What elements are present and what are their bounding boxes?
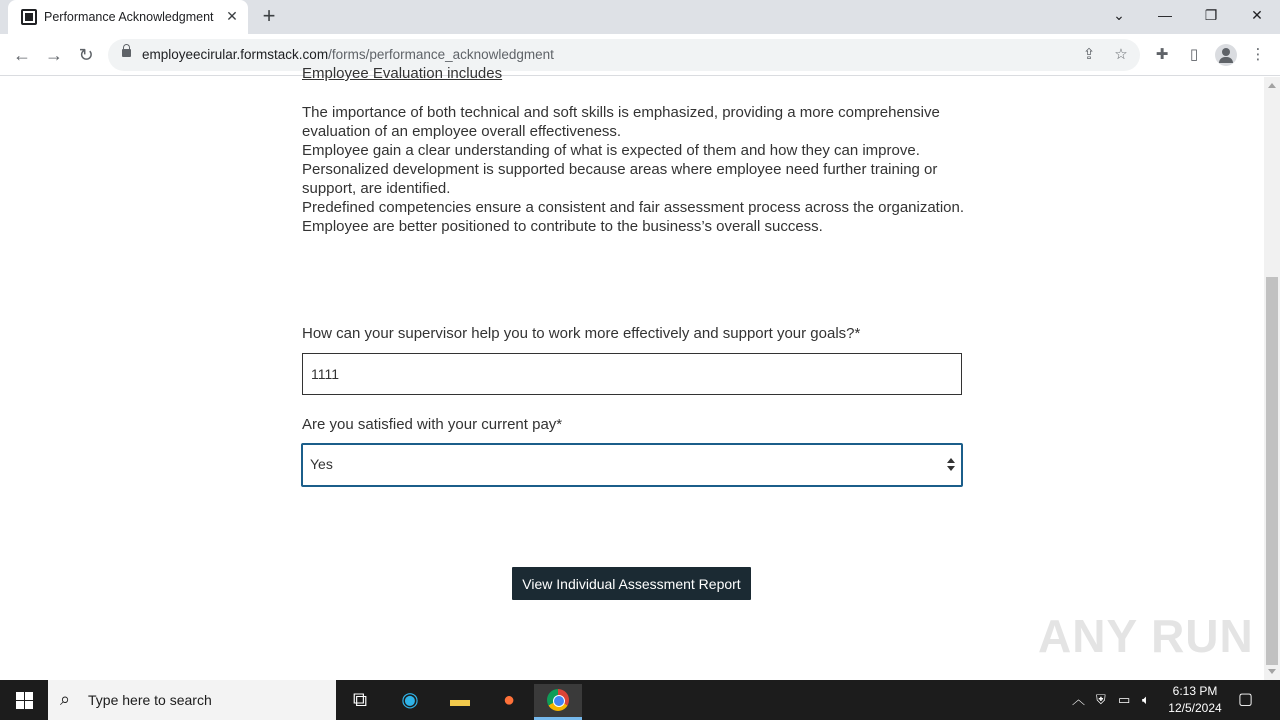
description-line: The importance of both technical and soft skills is emphasized, providing a more comprehensive evaluation of an employee overall effectiveness.	[302, 104, 940, 140]
scrollbar-thumb[interactable]	[1266, 277, 1278, 665]
anyrun-watermark: ANY RUN	[1038, 610, 1254, 662]
close-tab-icon[interactable]: ✕	[226, 8, 238, 24]
url-text: employeecirular.formstack.com/forms/performance_acknowledgment	[142, 47, 554, 62]
volume-icon[interactable]: 🔈︎	[1142, 692, 1150, 707]
edge-icon[interactable]: ◉	[401, 689, 419, 711]
browser-tab[interactable]	[8, 0, 248, 34]
scroll-up-arrow-icon[interactable]	[1268, 83, 1276, 88]
evaluation-description	[302, 103, 982, 236]
clock-date: 12/5/2024	[1168, 701, 1222, 715]
clock-time: 6:13 PM	[1172, 684, 1218, 698]
defender-icon[interactable]: ⛨	[1096, 692, 1106, 707]
notifications-icon[interactable]: ▢	[1238, 691, 1254, 708]
restore-button[interactable]: ❐	[1204, 7, 1218, 23]
description-line: Employee are better positioned to contribute to the business’s overall success.	[302, 218, 823, 235]
tab-title: Performance Acknowledgment	[44, 10, 214, 24]
tab-search-icon[interactable]: ⌄	[1113, 7, 1125, 23]
lock-icon[interactable]	[122, 49, 131, 57]
search-placeholder: Type here to search	[88, 692, 212, 708]
back-button[interactable]: ←	[13, 45, 31, 65]
description-line: Personalized development is supported because areas where employee need further training or support, are identified.	[302, 161, 938, 197]
supervisor-help-label: How can your supervisor help you to work more effectively and support your goals?*	[302, 325, 861, 342]
share-icon[interactable]: ⇪	[1082, 46, 1096, 63]
file-explorer-icon[interactable]: ▬	[450, 689, 470, 711]
new-tab-button[interactable]: +	[262, 3, 276, 28]
reload-button[interactable]: ↻	[78, 45, 94, 65]
bookmark-star-icon[interactable]: ☆	[1114, 46, 1128, 63]
address-bar[interactable]	[108, 39, 1140, 71]
windows-logo-pane	[16, 701, 24, 709]
pay-satisfaction-label: Are you satisfied with your current pay*	[302, 416, 563, 433]
select-value: Yes	[310, 456, 333, 472]
side-panel-icon[interactable]: ▯	[1189, 46, 1199, 63]
description-line: Predefined competencies ensure a consistent and fair assessment process across the organization.	[302, 199, 965, 216]
firefox-icon[interactable]: ●	[502, 689, 516, 711]
page-viewport	[0, 65, 1264, 680]
view-report-button[interactable]: View Individual Assessment Report	[512, 567, 751, 600]
profile-avatar-icon[interactable]	[1215, 44, 1237, 66]
windows-logo-icon	[16, 692, 24, 700]
minimize-button[interactable]: —	[1158, 7, 1172, 23]
forward-button[interactable]: →	[45, 45, 63, 65]
system-clock[interactable]	[1166, 683, 1224, 717]
tab-strip	[0, 0, 1280, 34]
chrome-icon	[547, 689, 569, 711]
windows-logo-pane	[25, 692, 33, 700]
windows-logo-pane	[25, 701, 33, 709]
start-button[interactable]	[0, 680, 48, 720]
search-icon: ⌕	[60, 689, 71, 709]
network-icon[interactable]: ▭	[1118, 692, 1131, 707]
select-arrows-icon	[947, 458, 955, 472]
extensions-icon[interactable]: ✚	[1155, 46, 1169, 63]
windows-taskbar	[0, 680, 1280, 720]
page-favicon-icon	[21, 9, 37, 25]
tray-overflow-icon[interactable]: ︿	[1072, 692, 1086, 707]
chrome-taskbar-icon[interactable]	[534, 684, 582, 720]
page-scrollbar[interactable]	[1264, 77, 1280, 680]
menu-kebab-icon[interactable]: ⋮	[1250, 46, 1266, 63]
scroll-down-arrow-icon[interactable]	[1268, 669, 1276, 674]
browser-toolbar	[0, 34, 1280, 76]
pay-satisfaction-select[interactable]	[301, 443, 963, 487]
taskbar-search-box[interactable]	[48, 680, 336, 720]
close-window-button[interactable]: ✕	[1251, 7, 1263, 23]
section-heading: Employee Evaluation includes	[302, 65, 503, 82]
description-line: Employee gain a clear understanding of what is expected of them and how they can improve.	[302, 142, 920, 159]
task-view-icon[interactable]: ⧉	[352, 689, 368, 711]
supervisor-help-input[interactable]	[302, 353, 962, 395]
